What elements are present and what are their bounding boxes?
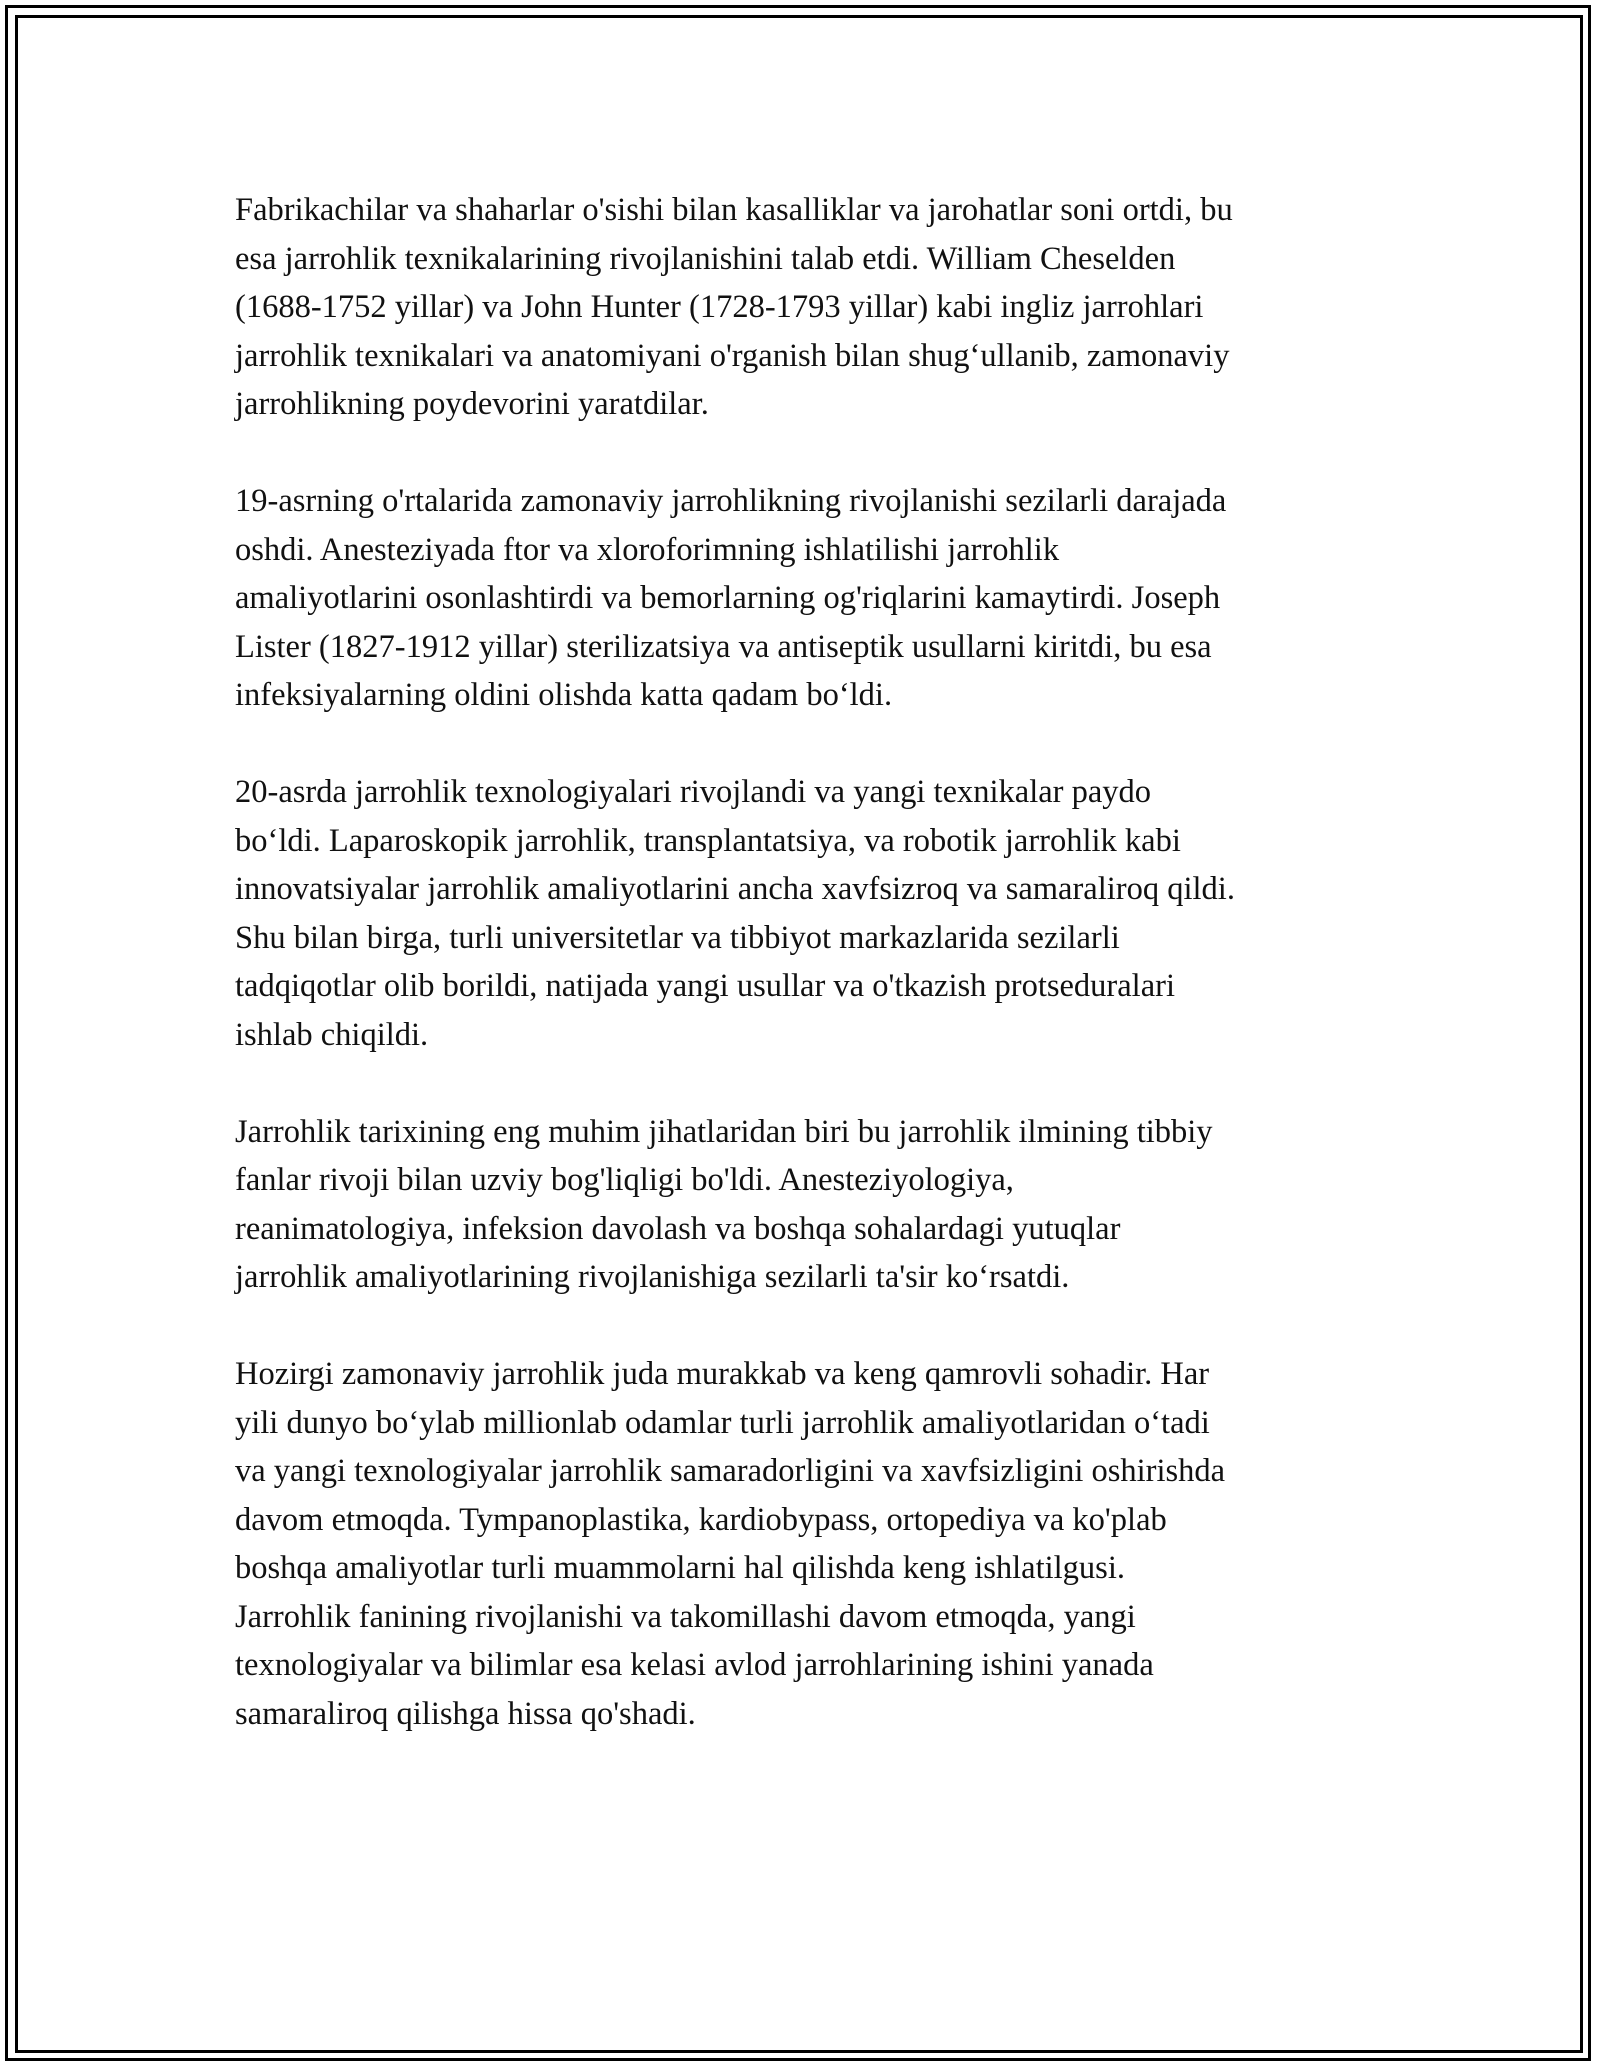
paragraph-2: 19-asrning o'rtalarida zamonaviy jarrohlikning rivojlanishi sezilarli darajada oshdi. Anesteziyada ftor va xloroforimning ishlatilishi jarrohlik amaliyotlarini osonlashtirdi va bemorlarning og'riqlarini kamaytirdi. Joseph Lister (1827-1912 yillar) sterilizatsiya va antiseptik usullarni kiritdi, bu esa infeksiyalarning oldini olishda katta qadam bo‘ldi.: [235, 483, 1227, 713]
document-body: [235, 186, 1375, 1787]
paragraph-5: Hozirgi zamonaviy jarrohlik juda murakkab va keng qamrovli sohadir. Har yili dunyo bo‘ylab millionlab odamlar turli jarrohlik amaliyotlaridan o‘tadi va yangi texnologiyalar jarrohlik samaradorligini va xavfsizligini oshirishda davom etmoqda. Tympanoplastika, kardiobypass, ortopediya va ko'plab boshqa amaliyotlar turli muammolarni hal qilishda keng ishlatilgusi. Jarrohlik fanining rivojlanishi va takomillashi davom etmoqda, yangi texnologiyalar va bilimlar esa kelasi avlod jarrohlarining ishini yanada samaraliroq qilishga hissa qo'shadi.: [235, 1356, 1226, 1732]
paragraph-4: Jarrohlik tarixining eng muhim jihatlaridan biri bu jarrohlik ilmining tibbiy fanlar rivoji bilan uzviy bog'liqligi bo'ldi. Anesteziyologiya, reanimatologiya, infeksion davolash va boshqa sohalardagi yutuqlar jarrohlik amaliyotlarining rivojlanishiga sezilarli ta'sir ko‘rsatdi.: [235, 1113, 1213, 1295]
paragraph-3: 20-asrda jarrohlik texnologiyalari rivojlandi va yangi texnikalar paydo bo‘ldi. Laparoskopik jarrohlik, transplantatsiya, va robotik jarrohlik kabi innovatsiyalar jarrohlik amaliyotlarini ancha xavfsizroq va samaraliroq qildi. Shu bilan birga, turli universitetlar va tibbiyot markazlarida sezilarli tadqiqotlar olib borildi, natijada yangi usullar va o'tkazish protseduralari ishlab chiqildi.: [235, 774, 1235, 1053]
paragraph-1: Fabrikachilar va shaharlar o'sishi bilan kasalliklar va jarohatlar soni ortdi, bu esa jarrohlik texnikalarining rivojlanishini talab etdi. William Cheselden (1688-1752 yillar) va John Hunter (1728-1793 yillar) kabi ingliz jarrohlari jarrohlik texnikalari va anatomiyani o'rganish bilan shug‘ullanib, zamonaviy jarrohlikning poydevorini yaratdilar.: [235, 192, 1233, 422]
